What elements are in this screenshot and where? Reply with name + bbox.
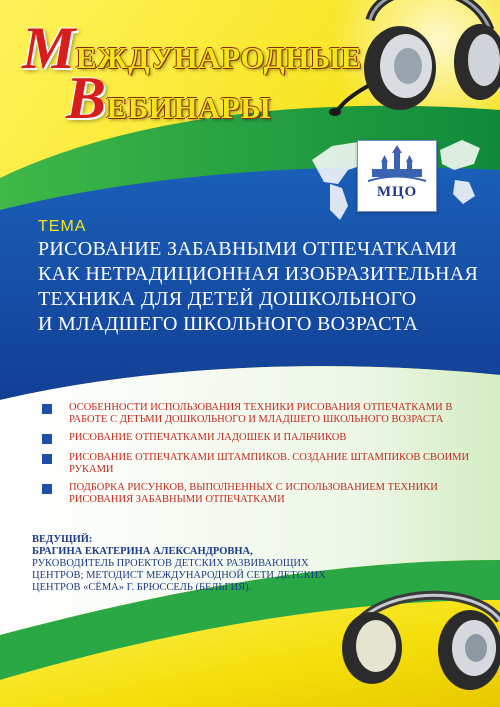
heading-line-webinars [66,64,271,133]
heading-rest-1: ЕЖДУНАРОДНЫЕ [75,40,363,75]
presenter-name: БРАГИНА ЕКАТЕРИНА АЛЕКСАНДРОВНА, [32,546,253,557]
program-list [36,402,476,506]
logo-text: МЦО [376,184,418,200]
heading-initial-m: М [22,15,76,81]
list-item: ПОДБОРКА РИСУНКОВ, ВЫПОЛНЕННЫХ С ИСПОЛЬЗОВАНИЕМ ТЕХНИКИ РИСОВАНИЯ ЗАБАВНЫМИ ОТПЕЧАТКАМИ [36,482,476,506]
bullet-square-icon [42,484,52,494]
presenter-label: ВЕДУЩИЙ: [32,534,93,545]
list-item: ОСОБЕННОСТИ ИСПОЛЬЗОВАНИЯ ТЕХНИКИ РИСОВАНИЯ ОТПЕЧАТКАМИ В РАБОТЕ С ДЕТЬМИ ДОШКОЛЬНОГО И МЛАДШЕГО ШКОЛЬНОГО ВОЗРАСТА [36,402,476,426]
bullet-square-icon [42,404,52,414]
list-item: РИСОВАНИЕ ОТПЕЧАТКАМИ ШТАМПИКОВ. СОЗДАНИЕ ШТАМПИКОВ СВОИМИ РУКАМИ [36,452,476,476]
presenter-description: РУКОВОДИТЕЛЬ ПРОЕКТОВ ДЕТСКИХ РАЗВИВАЮЩИХ ЦЕНТРОВ; МЕТОДИСТ МЕЖДУНАРОДНОЙ СЕТИ ДЕТСКИХ ЦЕНТРОВ «СЁМА» Г. БРЮССЕЛЬ (БЕЛЬГИЯ). [32,558,326,593]
list-item: РИСОВАНИЕ ОТПЕЧАТКАМИ ЛАДОШЕК И ПАЛЬЧИКОВ [36,432,476,444]
kremlin-icon [358,145,436,189]
heading-rest-2: ЕБИНАРЫ [106,90,272,125]
bullet-square-icon [42,454,52,464]
mco-logo [357,140,437,212]
topic-title-line: КАК НЕТРАДИЦИОННАЯ ИЗОБРАЗИТЕЛЬНАЯ [38,263,479,285]
topic-title-line: ТЕХНИКА ДЛЯ ДЕТЕЙ ДОШКОЛЬНОГО [38,288,417,310]
presenter-block [32,534,332,594]
heading-initial-v: В [66,65,107,131]
topic-label: ТЕМА [38,218,87,235]
topic-title-line: И МЛАДШЕГО ШКОЛЬНОГО ВОЗРАСТА [38,313,419,335]
topic-title [38,237,490,337]
topic-title-line: РИСОВАНИЕ ЗАБАВНЫМИ ОТПЕЧАТКАМИ [38,238,458,260]
bullet-square-icon [42,434,52,444]
